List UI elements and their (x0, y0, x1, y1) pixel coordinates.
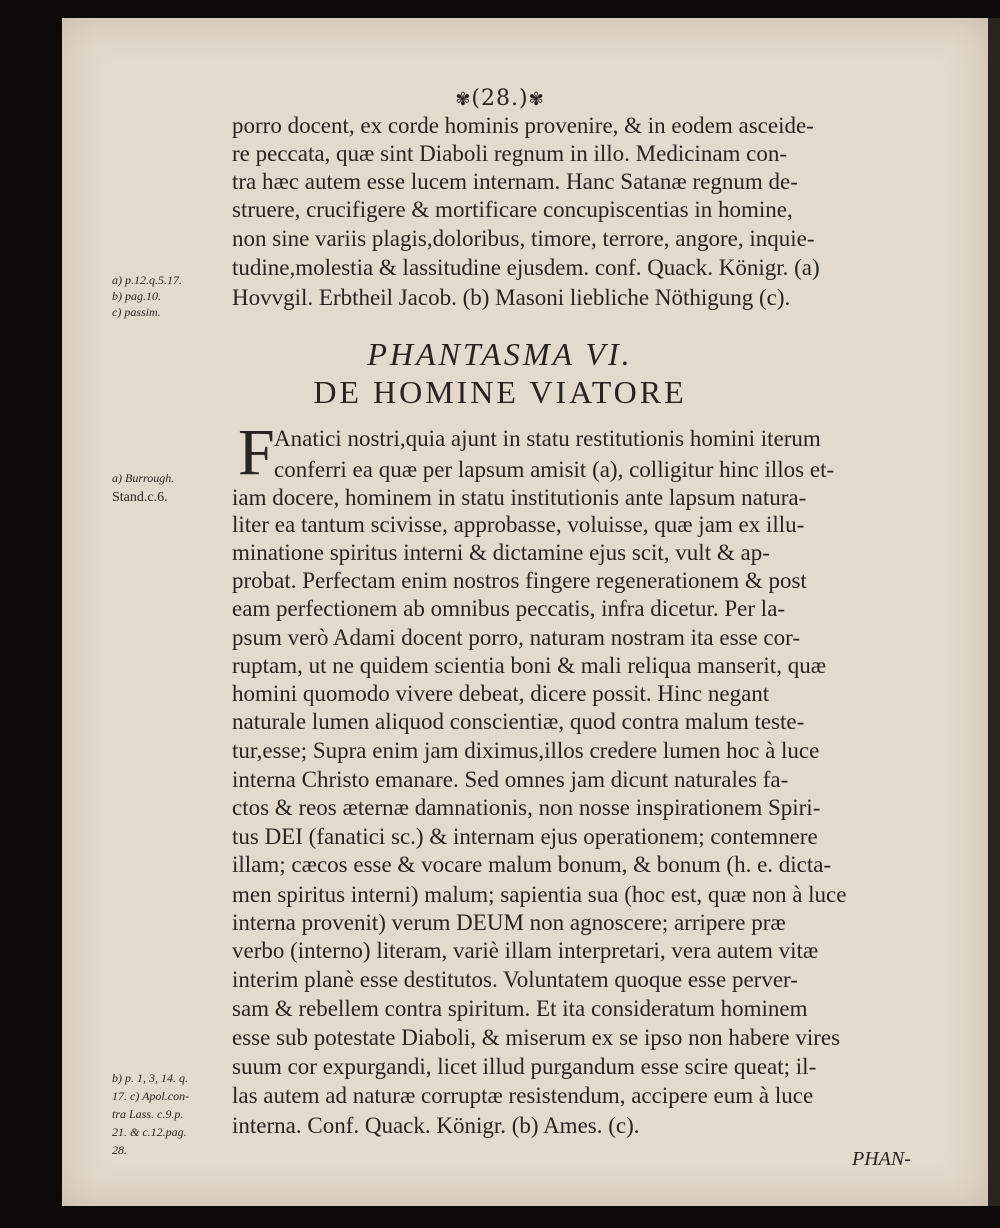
text-line: non sine variis plagis,doloribus, timore, terrore, angore, inquie- (232, 226, 815, 251)
margin-note: 28. (112, 1143, 127, 1157)
text-line: liter ea tantum scivisse, approbasse, voluisse, quæ jam ex illu- (232, 512, 805, 537)
margin-note: tra Lass. c.9.p. (112, 1107, 184, 1121)
margin-note: 17. c) Apol.con- (112, 1089, 190, 1103)
text-line: Anatici nostri,quia ajunt in statu restitutionis homini iterum (274, 426, 821, 451)
text-line: sam & rebellem contra spiritum. Et ita consideratum hominem (232, 996, 808, 1021)
text-line: struere, crucifigere & mortificare concupiscentias in homine, (232, 197, 793, 222)
text-line: tudine,molestia & lassitudine ejusdem. conf. Quack. Königr. (a) (232, 255, 820, 280)
text-line: men spiritus interni) malum; sapientia sua (hoc est, quæ non à luce (232, 882, 847, 907)
book-edge (988, 18, 1000, 1206)
margin-note: b) p. 1, 3, 14. q. (112, 1071, 188, 1085)
text-line: psum verò Adami docent porro, naturam nostram ita esse cor- (232, 625, 800, 650)
margin-note: a) Burrough. (112, 471, 175, 485)
text-line: Hovvgil. Erbtheil Jacob. (b) Masoni liebliche Nöthigung (c). (232, 285, 791, 310)
text-line: minatione spiritus interni & dictamine ejus scit, vult & ap- (232, 540, 770, 565)
margin-note: 21. & c.12.pag. (112, 1125, 187, 1139)
text-line: naturale lumen aliquod conscientiæ, quod contra malum teste- (232, 709, 805, 734)
text-line: esse sub potestate Diaboli, & miserum ex se ipso non habere vires (232, 1025, 841, 1050)
text-line: iam docere, hominem in statu institutionis ante lapsum natura- (232, 485, 807, 510)
page-header (0, 86, 1000, 111)
page-number: (28.) (471, 86, 529, 111)
text-line: tra hæc autem esse lucem internam. Hanc Satanæ regnum de- (232, 169, 798, 194)
catchword: PHAN- (852, 1148, 911, 1170)
drop-cap: F (238, 416, 275, 489)
ornament-left: ✾ (455, 89, 472, 110)
text-line: interna Christo emanare. Sed omnes jam dicunt naturales fa- (232, 767, 789, 792)
margin-note: b) pag.10. (112, 289, 161, 303)
text-line: ruptam, ut ne quidem scientia boni & mali reliqua manserit, quæ (232, 653, 827, 678)
text-line: ctos & reos æternæ damnationis, non nosse inspirationem Spiri- (232, 795, 821, 820)
margin-note: a) p.12.q.5.17. (112, 273, 182, 287)
text-line: tus DEI (fanatici sc.) & internam ejus operationem; contemnere (232, 824, 818, 849)
text-line: tur,esse; Supra enim jam diximus,illos credere lumen hoc à luce (232, 738, 820, 763)
text-line: suum cor expurgandi, licet illud purgandum esse scire queat; il- (232, 1054, 817, 1079)
text-line: interna provenit) verum DEUM non agnoscere; arripere præ (232, 910, 786, 935)
section-title: PHANTASMA VI. (367, 336, 633, 372)
margin-note: Stand.c.6. (112, 490, 168, 505)
text-line: illam; cæcos esse & vocare malum bonum, & bonum (h. e. dicta- (232, 852, 832, 877)
text-line: probat. Perfectam enim nostros fingere regenerationem & post (232, 568, 807, 593)
text-line: re peccata, quæ sint Diaboli regnum in illo. Medicinam con- (232, 141, 788, 166)
text-line: las autem ad naturæ corruptæ resistendum, accipere eum à luce (232, 1083, 814, 1108)
text-line: porro docent, ex corde hominis provenire, & in eodem asceide- (232, 113, 814, 138)
text-line: interna. Conf. Quack. Königr. (b) Ames. (c). (232, 1113, 640, 1138)
section-subtitle: DE HOMINE VIATORE (313, 374, 687, 410)
text-line: eam perfectionem ab omnibus peccatis, infra dicetur. Per la- (232, 596, 786, 621)
text-line: verbo (interno) literam, variè illam interpretari, vera autem vitæ (232, 938, 819, 963)
text-line: conferri ea quæ per lapsum amisit (a), colligitur hinc illos et- (274, 457, 835, 482)
ornament-right: ✾ (528, 89, 545, 110)
margin-note: c) passim. (112, 305, 161, 319)
text-line: interim planè esse destitutos. Voluntatem quoque esse perver- (232, 967, 798, 992)
text-line: homini quomodo vivere debeat, dicere possit. Hinc negant (232, 681, 770, 706)
